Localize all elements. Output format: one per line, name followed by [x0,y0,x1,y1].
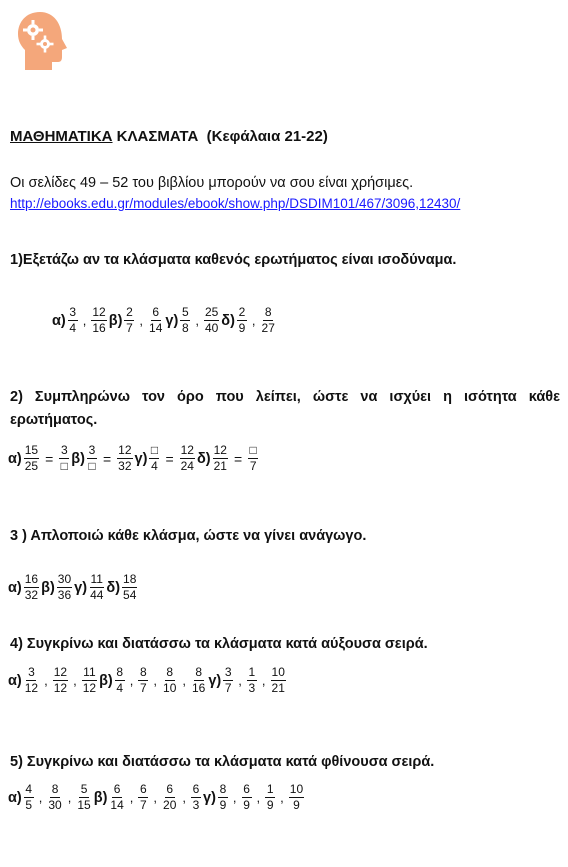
fraction: $\frac{12}{21}$ [213,443,227,473]
fraction: $\frac{6}{20}$ [163,782,177,812]
fraction: $\frac{10}{21}$ [271,665,285,695]
label-c: γ) [165,312,179,329]
label-d: δ) [221,312,235,329]
fraction: $\frac{8}{4}$ [116,665,124,695]
blank-box[interactable]: □ [60,459,68,473]
intro-text: Οι σελίδες 49 – 52 του βιβλίου μπορούν να σου είναι χρήσιμες. [10,175,414,191]
fraction: $\frac{6}{9}$ [243,782,250,812]
fraction: $\frac{1}{9}$ [266,782,274,812]
label-b: β) [99,672,113,689]
fraction: $\frac{8}{7}$ [140,665,147,695]
q2-exercise-line: α) $\frac{15}{25}$ = $\frac{3}{□}$ β) $\frac{3}{□}$ = $\frac{12}{32}$ γ) $\frac{□}{4}$ = $\frac{12}{24}$ δ) $\frac{12}{21}$ = $\frac{□}{7}$ [8,443,257,473]
page-title [10,128,328,145]
fraction: $\frac{□}{7}$ [249,443,257,473]
fraction: $\frac{25}{40}$ [204,305,219,335]
question-2: 2) Συμπληρώνω τον όρο που λείπει, ώστε να ισχύει η ισότητα κάθε ερωτήματος. [10,389,560,428]
fraction: $\frac{12}{24}$ [180,443,194,473]
label-a: α) [52,312,66,329]
fraction: $\frac{4}{5}$ [25,782,33,812]
fraction: $\frac{8}{9}$ [219,782,227,812]
fraction: $\frac{3}{12}$ [24,665,39,695]
label-d: δ) [196,450,211,467]
blank-box[interactable]: □ [150,443,159,457]
fraction: $\frac{2}{9}$ [238,305,246,335]
q5-exercise-line: α) $\frac{4}{5}$ , $\frac{8}{30}$ , $\frac{5}{15}$ β) $\frac{6}{14}$ , $\frac{6}{7}$ , $\frac{6}{20}$ , $\frac{6}{3}$ γ) $\frac{8}{9}$ , $\frac{6}{9}$ , $\frac{1}{9}$ , $\frac{10}{9}$ [8,782,304,812]
question-3: 3 ) Απλοποιώ κάθε κλάσμα, ώστε να γίνει ανάγωγο. [10,528,367,544]
fraction: $\frac{8}{27}$ [261,305,275,335]
fraction: $\frac{12}{16}$ [92,305,106,335]
label-c: γ) [208,672,222,689]
label-b: β) [71,450,85,467]
fraction: $\frac{11}{44}$ [90,572,104,602]
fraction: $\frac{5}{15}$ [77,782,91,812]
label-c: γ) [74,579,88,596]
label-d: δ) [106,579,121,596]
fraction: $\frac{12}{12}$ [53,665,68,695]
label-a: α) [8,789,22,806]
fraction: $\frac{6}{7}$ [140,782,147,812]
title-rest: ΚΛΑΣΜΑΤΑ (Κεφάλαια 21-22) [112,128,328,145]
fraction: $\frac{5}{8}$ [181,305,189,335]
fraction: $\frac{12}{32}$ [118,443,132,473]
fraction: $\frac{1}{3}$ [248,665,256,695]
fraction: $\frac{8}{30}$ [48,782,62,812]
label-a: α) [8,672,22,689]
head-gears-icon [14,10,72,72]
question-5: 5) Συγκρίνω και διατάσσω τα κλάσματα κατά φθίνουσα σειρά. [10,754,435,770]
fraction: $\frac{6}{14}$ [149,305,163,335]
question-4: 4) Συγκρίνω και διατάσσω τα κλάσματα κατά αύξουσα σειρά. [10,636,428,652]
label-b: β) [93,789,108,806]
fraction: $\frac{6}{14}$ [110,782,124,812]
question-1: 1)Εξετάζω αν τα κλάσματα καθενός ερωτήματος είναι ισοδύναμα. [10,252,457,268]
fraction: $\frac{8}{10}$ [163,665,177,695]
fraction: $\frac{3}{□}$ [88,443,96,473]
fraction: $\frac{30}{36}$ [57,572,72,602]
fraction: $\frac{11}{12}$ [82,665,97,695]
fraction: $\frac{2}{7}$ [126,305,133,335]
q4-exercise-line: α) $\frac{3}{12}$ , $\frac{12}{12}$ , $\frac{11}{12}$ β) $\frac{8}{4}$ , $\frac{8}{7}$ , $\frac{8}{10}$ , $\frac{8}{16}$ γ) $\frac{3}{7}$ , $\frac{1}{3}$ , $\frac{10}{21}$ [8,665,285,695]
label-c: γ) [134,450,148,467]
fraction: $\frac{3}{7}$ [224,665,232,695]
fraction: $\frac{8}{16}$ [192,665,206,695]
fraction: $\frac{18}{54}$ [123,572,137,602]
fraction: $\frac{3}{□}$ [60,443,68,473]
fraction: $\frac{3}{4}$ [69,305,77,335]
blank-box[interactable]: □ [249,443,257,457]
label-b: β) [108,312,123,329]
fraction: $\frac{□}{4}$ [150,443,159,473]
label-a: α) [8,579,22,596]
fraction: $\frac{10}{9}$ [289,782,304,812]
q3-exercise-line [8,573,139,602]
fraction: $\frac{15}{25}$ [24,443,39,473]
title-subject: ΜΑΘΗΜΑΤΙΚΑ [10,128,113,145]
ebook-link[interactable]: http://ebooks.edu.gr/modules/ebook/show.php/DSDIM101/467/3096,12430/ [10,196,461,211]
label-c: γ) [203,789,216,806]
q1-exercise-line: α) $\frac{3}{4}$ , $\frac{12}{16}$ β) $\frac{2}{7}$ , $\frac{6}{14}$ γ) $\frac{5}{8}$ , $\frac{25}{40}$ δ) $\frac{2}{9}$ , $\frac{8}{27}$ [52,305,275,335]
fraction: $\frac{16}{32}$ [24,572,39,602]
blank-box[interactable]: □ [88,459,96,473]
label-b: β) [41,579,55,596]
label-a: α) [8,450,22,467]
fraction: $\frac{6}{3}$ [192,782,200,812]
